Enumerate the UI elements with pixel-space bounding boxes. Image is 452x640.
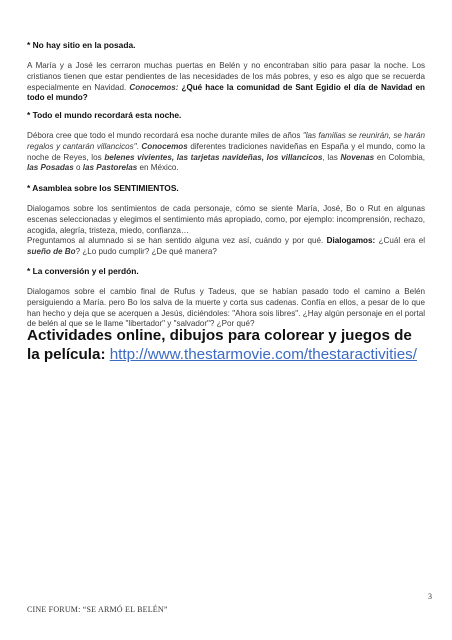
activities-link[interactable]: http://www.thestarmovie.com/thestaractivities/: [109, 346, 417, 363]
paragraph-posada: [27, 61, 425, 104]
text-run-bold: ¿Qué hace la comunidad de Sant Egidio el día de Navidad en todo el mundo?: [27, 82, 425, 103]
section-posada: [27, 40, 425, 104]
text-run: Preguntamos al alumnado si se han sentido alguna vez así, cuándo y por qué.: [27, 236, 327, 246]
text-run: A María y a José les cerraron muchas puertas en Belén y no encontraban sitio para pasar la noche. Los cristianos tienen que estar pendientes de las necesidades de los más pobres, y eso es algo que se recuerda especialmente en Navidad.: [27, 61, 425, 92]
text-run-emphasis: Novenas: [340, 152, 375, 162]
text-run-bold: Dialogamos:: [326, 236, 376, 246]
section-conversion: [27, 266, 425, 330]
text-run: en Colombia,: [374, 152, 425, 162]
text-run: en México.: [137, 163, 179, 173]
title-run: * Asamblea sobre los: [27, 183, 114, 193]
page-footer: CINE FORUM: “SE ARMÓ EL BELÉN”: [27, 605, 168, 614]
paragraph-conversion: Dialogamos sobre el cambio final de Rufus y Tadeus, que se habían pasado todo el camino a Belén persiguiendo a María. pero Bo los salva de la muerte y corta sus cadenas. Confía en ellos, a pesar de lo que han hecho y deja que se acerquen a Jesús, diciéndoles: "Ahora sois libres". ¿Hay algún personaje en el portal de belén al que se le llame "libertador" y "salvador"? ¿Por qué?: [27, 287, 425, 329]
text-run: ¿Cuál era el: [375, 236, 425, 246]
text-run: , las: [322, 152, 341, 162]
text-run-emphasis: belenes vivientes, las tarjetas navideñas, los villancicos: [104, 152, 323, 162]
text-run-emphasis: sueño de Bo: [27, 247, 76, 257]
paragraph-recordara: [27, 131, 425, 174]
title-run-bold: SENTIMIENTOS: [113, 183, 177, 193]
page-number: 3: [428, 592, 432, 601]
text-run: o: [73, 163, 83, 173]
text-run: Débora cree que todo el mundo recordará esa noche durante miles de años: [27, 131, 303, 140]
activities-text: Actividades online, dibujos para colorear y juegos de la película:: [27, 327, 412, 363]
title-run: .: [176, 183, 179, 193]
text-run: ? ¿Lo pudo cumplir? ¿De qué manera?: [75, 247, 217, 257]
paragraph-sentimientos-2: [27, 236, 425, 258]
paragraph-sentimientos-1: Dialogamos sobre los sentimientos de cada personaje, cómo se siente María, José, Bo o Rut en algunas escenas seleccionadas y elegimos el sentimiento más apropiado, como, por ejemplo: incomprensión, rechazo, acogida, alegría, tristeza, miedo, confianza…: [27, 204, 425, 235]
text-run-emphasis: Conocemos: [141, 141, 188, 151]
text-run: diferentes tradiciones navideñas en España y el mundo, como la noche de Reyes, los: [27, 141, 425, 162]
text-run-emphasis: las Posadas: [27, 163, 74, 173]
text-run-emphasis: las Pastorelas: [82, 163, 138, 173]
text-run: .: [136, 141, 142, 151]
section-title-recordara: * Todo el mundo recordará esta noche.: [27, 110, 182, 120]
section-sentimientos: [27, 183, 425, 258]
section-title-conversion: * La conversión y el perdón.: [27, 266, 139, 276]
section-recordara: [27, 110, 425, 174]
section-title-posada: * No hay sitio en la posada.: [27, 40, 136, 50]
text-run-italic: "las familias se reunirán, se harán regalos y cantarán villancicos": [27, 131, 425, 151]
activities-heading: [27, 326, 427, 364]
text-run-emphasis: Conocemos:: [129, 82, 179, 92]
section-title-sentimientos: [27, 183, 425, 194]
